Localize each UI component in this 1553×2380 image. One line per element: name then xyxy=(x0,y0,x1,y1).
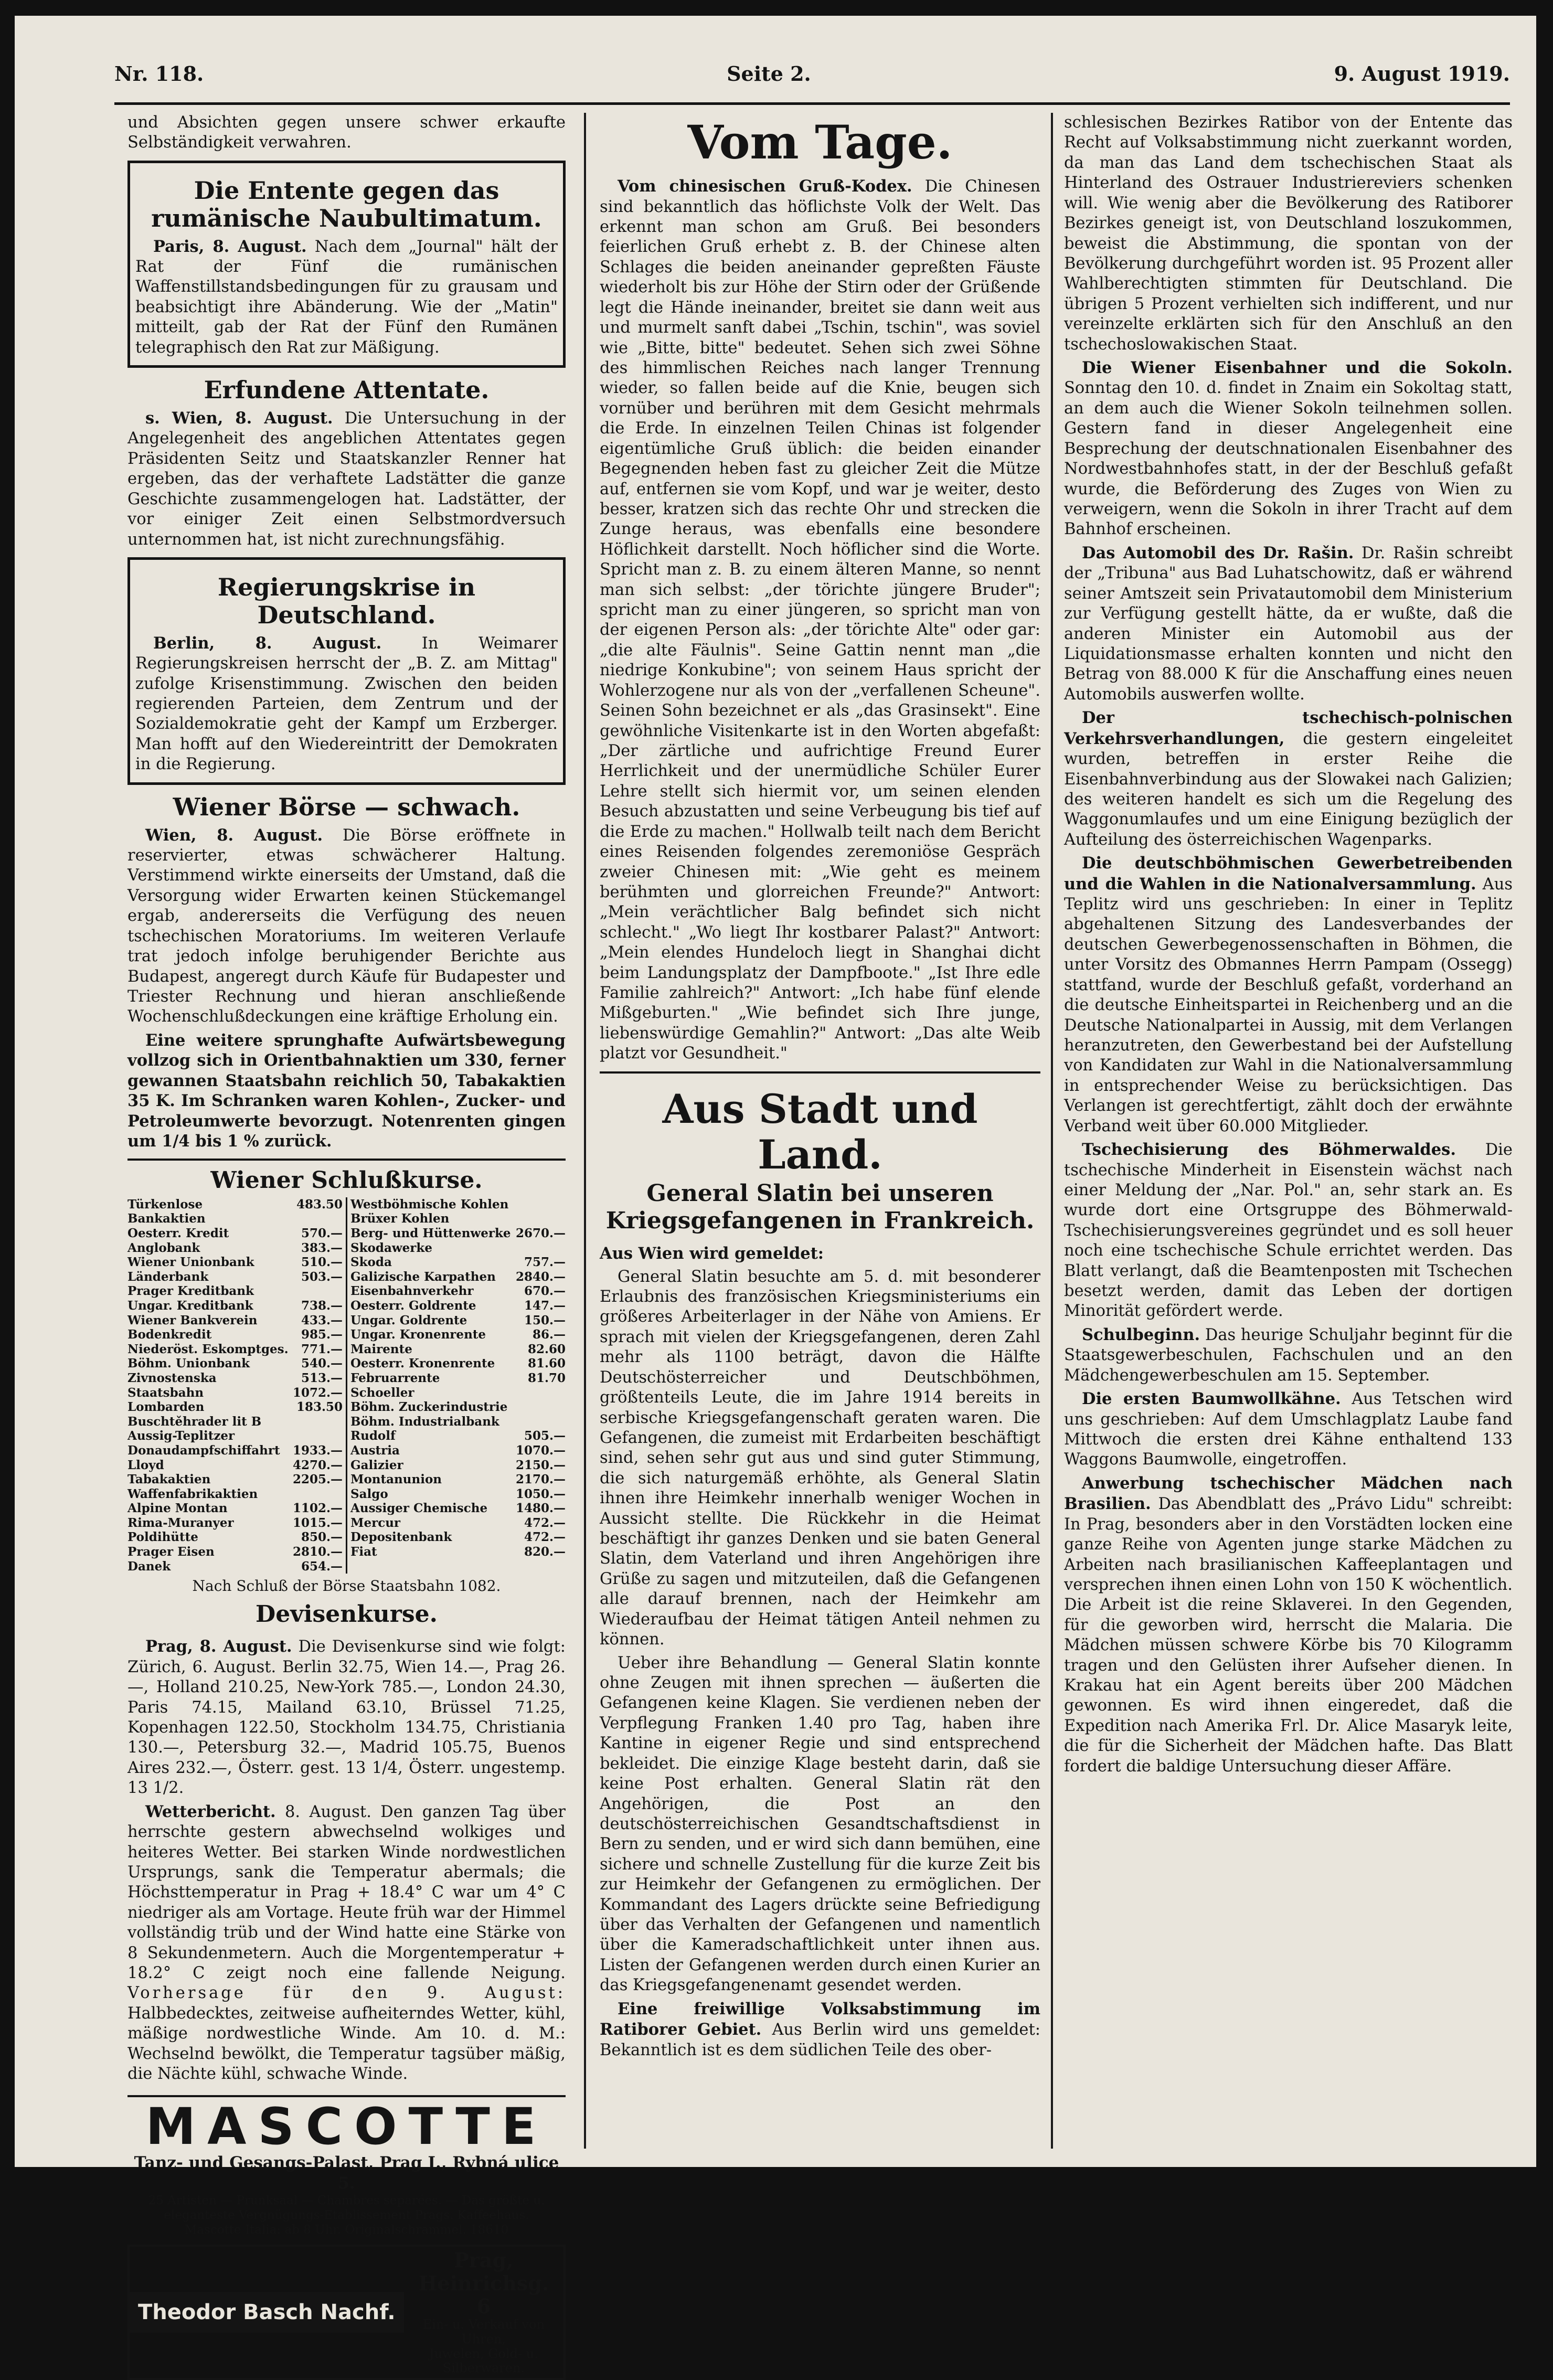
rate-name: Alpine Montan xyxy=(127,1501,228,1516)
rate-row xyxy=(350,1400,566,1415)
rate-value: 1050.— xyxy=(515,1486,566,1501)
ad-subtitle: Tanz- und Gesangs-Palast, Prag I., Rybná ulice 5. xyxy=(134,2153,559,2193)
rate-value: 771.— xyxy=(301,1342,343,1356)
rate-row xyxy=(350,1472,566,1487)
rate-name: Oesterr. Kredit xyxy=(127,1226,229,1240)
article-text: Aus Berlin wird uns gemeldet: Bekanntlich ist es dem südlichen Teile des ober- xyxy=(600,2021,1041,2059)
continued-text: schlesischen Bezirkes Ratibor von der Entente das Recht auf Volksabstimmung nicht zuerkannt worden, da man das Land dem tschechischen Staat als Hinterland des Ostrauer Industriereviers schenken will. Wie wenig aber die Bevölkerung des Ratiborer Bezirkes geneigt ist, von Deutschland loszukommen, beweist die Abstimmung, die spontan von der Bevölkerung durchgeführt worden ist. 95 Prozent aller Wahlberechtigten stimmten für Deutschland. Die übrigen 5 Prozent verhielten sich indifferent, und nur vereinzelte erklärten sich für den Anschluß an den tschechoslowakischen Staat. xyxy=(1064,113,1513,354)
rate-value: 2840.— xyxy=(515,1269,566,1284)
rates-note: Nach Schluß der Börse Staatsbahn 1082. xyxy=(192,1577,501,1595)
forecast-label: Vorhersage für den 9. August: xyxy=(127,1984,566,2003)
rate-name: Aussiger Chemische xyxy=(350,1501,488,1516)
rate-row xyxy=(127,1415,343,1429)
rate-row xyxy=(127,1559,343,1574)
section-title-stadt-land: Aus Stadt und Land. xyxy=(662,1085,978,1178)
rate-name: Lloyd xyxy=(127,1458,164,1472)
rate-name: Danek xyxy=(127,1559,171,1574)
rate-row xyxy=(350,1356,566,1371)
rate-row xyxy=(350,1415,566,1429)
rate-row xyxy=(127,1342,343,1357)
rate-value: 820.— xyxy=(524,1545,566,1559)
rate-name: Ungar. Kronenrente xyxy=(350,1327,486,1342)
article-brasilien xyxy=(1064,1473,1513,1777)
rate-name: Mairente xyxy=(350,1342,412,1356)
rate-value: 1070.— xyxy=(515,1443,566,1458)
rate-name: Poldihütte xyxy=(127,1530,198,1545)
article-schulbeginn xyxy=(1064,1325,1513,1386)
rate-name: Staatsbahn xyxy=(127,1385,204,1400)
rate-name: Westböhmische Kohlen xyxy=(350,1197,509,1212)
ad-detail: Mascotte Italia: ab 8 Uhr. Originalschrammel. 18610 xyxy=(184,2223,509,2237)
article-body-entente xyxy=(135,237,558,358)
rate-name: Aussig-Teplitzer xyxy=(127,1429,235,1443)
rate-name: Oesterr. Kronenrente xyxy=(350,1356,495,1371)
article-lead: Schulbeginn. xyxy=(1082,1325,1200,1344)
rate-name: Montanunion xyxy=(350,1472,442,1487)
article-text: Das Abendblatt des „Právo Lidu" schreibt: In Prag, besonders aber in den Vorstädten locken eine ganze Reihe von Agenten junge starke Mädchen zu Arbeiten nach brasilianischen Kaffeeplantagen und versprechen ihnen einen Lohn von 150 K wöchentlich. Die Arbeit ist die reine Sklaverei. In den Gegenden, für die geworben wird, herrscht die Malaria. Die Mädchen müssen schwere Körbe bis 70 Kilogramm tragen und den Gelüsten ihrer Aufseher dienen. In Krakau hat ein Agent bereits über 200 Mädchen gewonnen. Es wird ihnen eingeredet, daß die Expedition nach Amerika Frl. Dr. Alice Masaryk leite, die für die Sicherheit der Mädchen hafte. Das Blatt fordert die baldige Untersuchung dieser Affäre. xyxy=(1064,1495,1513,1776)
article-text: In Weimarer Regierungskreisen herrscht der „B. Z. am Mittag" zufolge Krisenstimmung. Zwischen den beiden regierenden Parteien, dem Zentrum und der Sozialdemokratie geht der Kampf um Erzberger. Man hofft auf den Wiedereintritt der Demokraten in die Regierung. xyxy=(135,634,558,774)
ad-company-name: Theodor Basch Nachf. xyxy=(130,2292,404,2333)
weather-date: 8. August. xyxy=(285,1802,371,1821)
column-divider-1 xyxy=(584,113,586,2149)
rate-name: Februarrente xyxy=(350,1370,440,1385)
rate-value: 654.— xyxy=(301,1559,343,1574)
dateline: Wien, 8. August. xyxy=(145,825,323,845)
rate-name: Eisenbahnverkehr xyxy=(350,1284,474,1299)
article-lead: Aus Wien wird gemeldet: xyxy=(600,1244,824,1263)
rate-value: 1102.— xyxy=(292,1501,343,1516)
rate-name: Prager Eisen xyxy=(127,1545,215,1559)
article-text: Nach dem „Journal" hält der Rat der Fünf die rumänischen Waffenstillstandsbedingungen für zu grausam und beabsichtigt ihre Abänderung. Wie der „Matin" mitteilt, gab der Rat der Fünf den Rumänen telegraphisch den Rat zur Mäßigung. xyxy=(135,237,558,357)
article-chinese-greeting xyxy=(600,176,1040,1064)
rate-row xyxy=(350,1342,566,1357)
rate-name: Galizische Karpathen xyxy=(350,1269,496,1284)
rate-name: Türkenlose xyxy=(127,1197,203,1212)
weather-label: Wetterbericht. xyxy=(145,1802,276,1821)
rate-name: Skoda xyxy=(350,1255,392,1270)
ad-line: Juwelen, Gold- u. Silberwaren. xyxy=(429,2346,538,2376)
rate-value: 850.— xyxy=(301,1530,343,1545)
article-text: Dr. Rašin schreibt der „Tribuna" aus Bad Luhatschowitz, daß er während seiner Amtszeit sein Privatautomobil dem Ministerium zur Verfügung gestellt hätte, da er wußte, daß die anderen Minister ein Automobil aus der Liquidationsmasse erhalten konnten und nicht den Betrag von 88.000 K für die Anschaffung eines neuen Automobils auswerfen wollte. xyxy=(1064,544,1513,704)
rate-name: Schoeller xyxy=(350,1385,414,1400)
separator xyxy=(600,1071,1040,1074)
rate-row xyxy=(350,1299,566,1313)
column-divider-2 xyxy=(1051,113,1053,2149)
rate-row xyxy=(350,1530,566,1545)
rate-name: Böhm. Zuckerindustrie xyxy=(350,1400,508,1415)
rate-value: 4270.— xyxy=(292,1458,343,1472)
rate-value: 472.— xyxy=(524,1530,566,1545)
rate-row xyxy=(350,1284,566,1299)
article-body-boerse-2: Eine weitere sprunghafte Aufwärtsbewegung vollzog sich in Orientbahnaktien um 330, ferner gewannen Staatsbahn reichlich 50, Tabakaktien 35 K. Im Schranken waren Kohlen-, Zucker- und Petroleumwerte bevorzugt. Notenrenten gingen um 1/4 bis 1 % zurück. xyxy=(127,1030,566,1151)
rate-name: Tabakaktien xyxy=(127,1472,211,1487)
rate-row xyxy=(350,1458,566,1473)
basch-advertisement xyxy=(127,2245,566,2379)
article-automobil xyxy=(1064,543,1513,705)
article-lead: Anwerbung tschechischer Mädchen nach Brasilien. xyxy=(1064,1473,1513,1514)
article-baumwolle xyxy=(1064,1389,1513,1470)
rate-value: 2205.— xyxy=(292,1472,343,1487)
rate-name: Niederöst. Eskomptges. xyxy=(127,1342,289,1356)
rate-row xyxy=(127,1299,343,1313)
continued-text: und Absichten gegen unsere schwer erkaufte Selbständigkeit verwahren. xyxy=(127,113,566,152)
issue-date: 9. August 1919. xyxy=(1334,61,1510,86)
article-text: Sonntag den 10. d. findet in Znaim ein Sokoltag statt, an dem auch die Wiener Sokoln teilnehmen sollen. Gestern fand in dieser Angelegenheit eine Besprechung der deutschnationalen Eisenbahner des Nordwestbahnhofes statt, in der der Beschluß gefaßt wurde, die Beförderung des Zuges von Wien zu verweigern, wenn die Sokoln in ihrer Tracht auf dem Bahnhof erscheinen. xyxy=(1064,379,1513,539)
rate-name: Wiener Unionbank xyxy=(127,1255,254,1270)
rate-value: 82.60 xyxy=(527,1342,566,1356)
article-gewerbe xyxy=(1064,853,1513,1136)
article-text: Aus Tetschen wird uns geschrieben: Auf dem Umschlagplatz Laube fand Mittwoch die ersten drei Kähne enthaltend 133 Waggons Baumwolle, eingetroffen. xyxy=(1064,1390,1513,1469)
rate-name: Lombarden xyxy=(127,1400,205,1415)
article-text: Das heurige Schuljahr beginnt für die Staatsgewerbeschulen, Fachschulen und an den Mädchengewerbeschulen am 15. September. xyxy=(1064,1325,1513,1385)
article-boehmerwald xyxy=(1064,1140,1513,1322)
rate-name: Brüxer Kohlen xyxy=(350,1212,450,1226)
rate-value: 570.— xyxy=(301,1226,343,1240)
rate-row xyxy=(127,1545,343,1559)
rate-row xyxy=(127,1487,343,1502)
rate-name: Ungar. Kreditbank xyxy=(127,1298,253,1313)
article-lead: Tschechisierung des Böhmerwaldes. xyxy=(1082,1140,1456,1160)
rate-row xyxy=(127,1443,343,1458)
rate-name: Böhm. Unionbank xyxy=(127,1356,250,1371)
rate-name: Ungar. Goldrente xyxy=(350,1313,467,1327)
rate-row xyxy=(350,1327,566,1342)
rate-value: 510.— xyxy=(301,1255,343,1270)
rate-row xyxy=(127,1255,343,1270)
rate-value: 757.— xyxy=(524,1255,566,1270)
rate-name: Donaudampfschiffahrt xyxy=(127,1443,280,1458)
rate-name: Berg- und Hüttenwerke xyxy=(350,1226,511,1240)
rate-value: 738.— xyxy=(301,1298,343,1313)
rate-row xyxy=(127,1429,343,1443)
rate-row xyxy=(127,1241,343,1256)
rate-value: 1015.— xyxy=(292,1515,343,1530)
article-body-attentate xyxy=(127,408,566,550)
rate-name: Anglobank xyxy=(127,1240,200,1255)
rate-row xyxy=(350,1443,566,1458)
article-lead: Eine freiwillige Volksabstimmung im Ratiborer Gebiet. xyxy=(600,1999,1040,2039)
article-text: Die Börse eröffnete in reservierter, etwas schwächerer Haltung. Verstimmend wirkte einerseits der Umstand, daß die Versorgung wider Erwarten keinen Stückemangel ergab, andererseits die Verfügung des neuen tschechischen Moratoriums. Im weiteren Verlaufe trat jedoch infolge beruhigender Berichte aus Budapest, angeregt durch Käufe für Budapester und Triester Rechnung und hieran anschließende Wochenschlußdeckungen eine kräftige Erholung ein. xyxy=(127,826,566,1026)
rate-value: 2170.— xyxy=(515,1472,566,1487)
dateline: Berlin, 8. August. xyxy=(153,633,382,653)
rate-row xyxy=(350,1545,566,1559)
rate-row xyxy=(350,1371,566,1386)
rate-value: 147.— xyxy=(524,1298,566,1313)
rate-value: 2150.— xyxy=(515,1458,566,1472)
article-body-slatin-2: Ueber ihre Behandlung — General Slatin konnte ohne Zeugen mit ihnen sprechen — äußerten die Gefangenen keine Klagen. Sie verdienen neben der Verpflegung Franken 1.40 pro Tag, haben ihre Kantine in eigener Regie und sind entsprechend bekleidet. Die einzige Klage besteht darin, daß sie keine Post erhalten. General Slatin rät den Angehörigen, die Post an den deutschösterreichischen Gesandtschaftsdienst in Bern zu senden, und er wird sich dann bemühen, eine sichere und schnelle Zustellung für die kurze Zeit bis zur Heimkehr der Gefangenen zu ermöglichen. Der Kommandant des Lagers drückte seine Befriedigung über das Verhalten der Gefangenen und namentlich über die Kameradschaftlichkeit unter ihnen aus. Listen der Gefangenen werden durch einen Kurier an das Kriegsgefangenenamt gesendet werden. xyxy=(600,1653,1040,1995)
rate-row xyxy=(127,1226,343,1241)
article-text: Die tschechische Minderheit in Eisenstein wächst nach einer Meldung der „Nar. Pol." an, sehr stark an. Es wurde dort eine Ortsgruppe des Böhmerwald-Tschechisierungsvereines gegründet und es soll heuer noch eine tschechische Schule errichtet werden. Das Blatt verlangt, daß die Beamtenposten mit Tschechen besetzt werden, damit das Leben der dortigen Minorität gefördert werde. xyxy=(1064,1141,1513,1321)
article-text: Die Chinesen sind bekanntlich das höflichste Volk der Welt. Das erkennt man schon am Gruß. Bei besonders feierlichen Gruß erhebt z. B. der Chinese alten Schlages die beiden aneinander gepreßten Fäuste wiederholt bis zur Höhe der Stirn oder der Grüßende legt die Hände ineinander, breitet sie dann weit aus und murmelt sanft dabei „Tschin, tschin", was soviel wie „Bitte, bitte" bedeutet. Sehen sich zwei Söhne des himmlischen Reiches nach langer Trennung wieder, so fallen beide auf die Knie, beugen sich vornüber und berühren mit dem Gesicht mehrmals die Erde. In einzelnen Teilen Chinas ist folgender eigentümliche Gruß üblich: die beiden einander Begegnenden heben fast zu gleicher Zeit die Mütze auf, entfernen sie vom Kopf, und war je weiter, desto besser, kratzen sich das rechte Ohr und strecken die Zunge heraus, was ebenfalls eine besondere Höflichkeit darstellt. Noch höflicher sind die Worte. Spricht man z. B. zu einem älteren Manne, so nennt man sich selbst: „der törichte jüngere Bruder"; spricht man zu einer jüngeren, so spricht man von der eigenen Person als: „der törichte Alte" oder gar: „die alte Fäulnis". Seine Gattin nennt man „die niedrige Konkubine"; von seinem Haus spricht der Wohlerzogene nur als von der „verfallenen Scheune". Seinen Sohn bezeichnet er als „das Grasinsekt". Eine gewöhnliche Visitenkarte ist in den Worten abgefaßt: „Der zärtliche und aufrichtige Freund Eurer Herrlichkeit und der unermüdliche Schüler Eurer Lehre stellt sich hiermit vor, um seinen elenden Besuch abzustatten und seine Verbeugung bis tief auf die Erde zu machen." Hollwalb teilt nach dem Bericht eines Reisenden folgendes zeremoniöse Gespräch zweier Chinesen mit: „Wie geht es meinem berühmten und glorreichen Freunde?" Antwort: „Mein verächtlicher Balg befindet sich nicht schlecht." „Wo liegt Ihr kostbarer Palast?" Antwort: „Mein elendes Hundeloch liegt in Shanghai dicht beim Landungsplatz der Dampfboote." „Ist Ihre edle Familie zahlreich?" Antwort: „Ich habe fünf elende Mißgeburten." „Wie befindet sich Ihre junge, liebenswürdige Gemahlin?" Antwort: „Das alte Weib platzt vor Gesundheit." xyxy=(600,177,1040,1063)
issue-number: Nr. 118. xyxy=(114,61,204,86)
article-body-devisen xyxy=(127,1637,566,1798)
article-lead: Das Automobil des Dr. Rašin. xyxy=(1082,543,1354,562)
article-title-regierungskrise: Regierungskrise in Deutschland. xyxy=(217,573,476,629)
rate-name: Oesterr. Goldrente xyxy=(350,1298,476,1313)
rate-name: Salgo xyxy=(350,1486,388,1501)
rate-row xyxy=(127,1386,343,1400)
rate-value: 150.— xyxy=(524,1313,566,1327)
rate-row xyxy=(350,1313,566,1328)
rate-row xyxy=(127,1472,343,1487)
ad-title: MASCOTTE xyxy=(145,2097,548,2156)
rate-value: 1072.— xyxy=(292,1385,343,1400)
article-entente-box xyxy=(127,161,566,368)
rate-row xyxy=(127,1371,343,1386)
rate-value: 81.60 xyxy=(527,1356,566,1371)
ad-line: Ein- u. Verkauf von Uhren, xyxy=(422,2317,545,2346)
rate-name: Waffenfabrikaktien xyxy=(127,1486,258,1501)
rate-row xyxy=(350,1386,566,1400)
rate-row xyxy=(350,1255,566,1270)
rate-row xyxy=(350,1241,566,1256)
article-regierungskrise-box xyxy=(127,557,566,785)
rate-name: Mercur xyxy=(350,1515,401,1530)
dateline: s. Wien, 8. August. xyxy=(145,409,333,428)
rate-name: Rudolf xyxy=(350,1429,396,1443)
middle-column xyxy=(600,113,1040,2149)
rate-value: 483.50 xyxy=(296,1197,343,1212)
rate-value: 86.— xyxy=(532,1327,566,1342)
rate-name: Länderbank xyxy=(127,1269,209,1284)
rate-row xyxy=(127,1284,343,1299)
article-lead: Die Wiener Eisenbahner und die Sokoln. xyxy=(1082,358,1513,378)
section-title-vom-tage: Vom Tage. xyxy=(687,115,953,169)
rate-name: Böhm. Industrialbank xyxy=(350,1414,499,1429)
rate-row xyxy=(127,1458,343,1473)
left-column xyxy=(127,113,566,2376)
rates-title: Wiener Schlußkurse. xyxy=(210,1167,483,1194)
rate-row xyxy=(127,1212,343,1226)
rate-value: 383.— xyxy=(301,1240,343,1255)
page-header xyxy=(114,52,1510,94)
rate-row xyxy=(127,1400,343,1415)
rate-value: 1933.— xyxy=(292,1443,343,1458)
rate-row xyxy=(350,1516,566,1531)
rate-value: 2670.— xyxy=(515,1226,566,1240)
newspaper-page xyxy=(15,16,1536,2376)
article-lead: Die deutschböhmischen Gewerbetreibenden und die Wahlen in die Nationalversammlung. xyxy=(1064,854,1513,894)
rates-column-2 xyxy=(346,1197,566,1574)
closing-rates-table xyxy=(127,1197,566,1574)
rate-name: Austria xyxy=(350,1443,400,1458)
rate-row xyxy=(350,1429,566,1443)
rate-row xyxy=(350,1487,566,1502)
rate-row xyxy=(127,1313,343,1328)
article-body-boerse xyxy=(127,825,566,1027)
rate-row xyxy=(127,1530,343,1545)
rate-name: Galizier xyxy=(350,1458,403,1472)
rate-name: Buschtěhrader lit B xyxy=(127,1414,262,1429)
rate-value: 540.— xyxy=(301,1356,343,1371)
article-verkehr xyxy=(1064,708,1513,850)
rate-value: 81.70 xyxy=(527,1370,566,1385)
rates-column-1 xyxy=(127,1197,343,1574)
article-title-attentate: Erfundene Attentate. xyxy=(204,376,490,405)
separator xyxy=(127,1159,566,1161)
rate-value: 433.— xyxy=(301,1313,343,1327)
rate-row xyxy=(350,1270,566,1284)
rate-row xyxy=(350,1197,566,1212)
rate-name: Wiener Bankverein xyxy=(127,1313,258,1327)
dateline: Prag, 8. August. xyxy=(145,1637,292,1656)
article-eisenbahner xyxy=(1064,358,1513,540)
page-number: Seite 2. xyxy=(727,61,811,86)
article-title-boerse: Wiener Börse — schwach. xyxy=(173,792,520,821)
rate-row xyxy=(127,1197,343,1212)
article-title-devisen: Devisenkurse. xyxy=(256,1600,438,1628)
rate-value: 505.— xyxy=(524,1429,566,1443)
ad-detail: 25 Artisten — Prunksaal — Chambres separées. — Das größte u. eleganteste Vergnügungs-Etablissement Prags. Kaffeehaus. xyxy=(148,2194,545,2223)
rate-name: Bodenkredit xyxy=(127,1327,212,1342)
mascotte-advertisement xyxy=(127,2095,566,2238)
article-title-slatin: General Slatin bei unseren Kriegsgefangenen in Frankreich. xyxy=(605,1180,1035,1235)
header-rule xyxy=(114,102,1510,105)
rate-value: 1480.— xyxy=(515,1501,566,1516)
rate-name: Fiat xyxy=(350,1545,377,1559)
rate-value: 985.— xyxy=(301,1327,343,1342)
rate-row xyxy=(350,1501,566,1516)
rate-row xyxy=(127,1516,343,1531)
article-lead: Der tschechisch-polnischen Verkehrsverhandlungen, xyxy=(1064,708,1513,748)
rate-row xyxy=(350,1212,566,1226)
article-lead: Die ersten Baumwollkähne. xyxy=(1082,1389,1341,1409)
article-text: Die Devisenkurse sind wie folgt: Zürich, 6. August. Berlin 32.75, Wien 14.—, Prag 26.—, Holland 210.25, New-York 785.—, London 24.30, Paris 74.15, Mailand 63.10, Brüssel 71.25, Kopenhagen 122.50, Stockholm 134.75, Christiania 130.—, Petersburg 32.—, Madrid 105.75, Buenos Aires 232.—, Österr. gest. 13 1/4, Österr. ungestemp. 13 1/2. xyxy=(127,1638,566,1798)
article-text: Die Untersuchung in der Angelegenheit des angeblichen Attentates gegen Präsidenten Seitz und Staatskanzler Renner hat ergeben, das der verhaftete Ladstätter die ganze Geschichte zusammengelogen hat. Ladstätter, der vor einiger Zeit einen Selbstmordversuch unternommen hat, ist nicht zurechnungsfähig. xyxy=(127,409,566,549)
article-volksabstimmung xyxy=(600,1999,1040,2060)
article-text: Den ganzen Tag über herrschte gestern abwechselnd wolkiges und heiteres Wetter. Bei starken Winde nordwestlichen Ursprungs, sank die Temperatur abermals; die Höchsttemperatur in Prag + 18.4° C war um 4° C niedriger als am Vortage. Heute früh war der Himmel vollständig trüb und der Wind hatte eine Stärke von 8 Sekundenmetern. Auch die Morgentemperatur + 18.2° C zeigt noch eine fallende Neigung. xyxy=(127,1802,566,1983)
rate-name: Rima-Muranyer xyxy=(127,1515,234,1530)
rate-value: 2810.— xyxy=(292,1545,343,1559)
rate-row xyxy=(350,1226,566,1241)
rate-value: 503.— xyxy=(301,1269,343,1284)
rate-name: Depositenbank xyxy=(350,1530,452,1545)
rate-value: 513.— xyxy=(301,1370,343,1385)
article-title-entente: Die Entente gegen das rumänische Naubultimatum. xyxy=(151,176,542,232)
rate-name: Prager Kreditbank xyxy=(127,1284,254,1299)
forecast-text: Halbbedecktes, zeitweise aufheiterndes Wetter, kühl, mäßige nordwestliche Winde. Am 10. d. M.: Wechselnd bewölkt, die Temperatur tagsüber mäßig, die Nächte kühl, schwache Winde. xyxy=(127,2004,566,2084)
rate-row xyxy=(127,1501,343,1516)
rate-row xyxy=(127,1356,343,1371)
dateline: Paris, 8. August. xyxy=(153,237,307,256)
rate-value: 670.— xyxy=(524,1284,566,1299)
rate-name: Skodawerke xyxy=(350,1240,432,1255)
rate-name: Zivnostenska xyxy=(127,1370,217,1385)
article-text: Aus Teplitz wird uns geschrieben: In einer in Teplitz abgehaltenen Sitzung des Landesverbandes der deutschen Gewerbegenossenschaften in Böhmen, die unter Vorsitz des Obmannes Herrn Pampam (Ossegg) stattfand, wurde der Beschluß gefaßt, vorderhand an die deutsche Einheitspartei in Reichenberg und an die Deutsche Nationalpartei in Aussig, mit dem Verlangen heranzutreten, den Gewerbestand bei der Aufstellung von Kandidaten zur Wahl in die Nationalversammlung in entsprechender Weise zu berücksichtigen. Das Verlangen ist gerechtfertigt, zählt doch der erwähnte Verband weit über 60.000 Mitglieder. xyxy=(1064,875,1513,1135)
rate-row xyxy=(127,1327,343,1342)
article-text: die gestern eingeleitet wurden, betreffen in erster Reihe die Eisenbahnverbindung aus der Slowakei nach Galizien; des weiteren handelt es sich um die Regelung des Waggonumlaufes und um eine Einigung bezüglich der Aufteilung des österreichischen Wagenparks. xyxy=(1064,729,1513,849)
rate-name: Bankaktien xyxy=(127,1212,206,1226)
article-body-weather xyxy=(127,1802,566,2085)
rate-row xyxy=(127,1270,343,1284)
right-column xyxy=(1064,113,1513,2149)
rate-value: 472.— xyxy=(524,1515,566,1530)
rate-value: 183.50 xyxy=(296,1400,343,1415)
ad-address: Prag, Heinrichsg. 6 xyxy=(418,2248,549,2318)
article-body-slatin: General Slatin besuchte am 5. d. mit besonderer Erlaubnis des französischen Kriegsministeriums ein größeres Arbeiterlager in der Nähe von Amiens. Er sprach mit vielen der Kriegsgefangenen, deren Zahl mehr als 1100 beträgt, davon die Hälfte Deutschösterreicher und Deutschböhmen, größtenteils Leute, die im Jahre 1914 bereits in serbische Kriegsgefangenschaft geraten waren. Die Gefangenen, die zumeist mit Erdarbeiten beschäftigt sind, sehen sehr gut aus und sind guter Stimmung, die sich naturgemäß erhöhte, als General Slatin ihnen ihre Heimkehr innerhalb weniger Wochen in Aussicht stellte. Die Rückkehr in die Heimat beschäftigt ihr ganzes Denken und sie baten General Slatin, dem Vaterland und ihren Angehörigen ihre Grüße zu sagen und mitzuteilen, daß die Gefangenen alle darauf brennen, nach der Heimkehr am Wiederaufbau der Heimat tätigen Anteil nehmen zu können. xyxy=(600,1267,1040,1649)
ad-details xyxy=(404,2247,563,2377)
article-lead: Vom chinesischen Gruß-Kodex. xyxy=(618,177,912,196)
article-body-regierungskrise xyxy=(135,633,558,775)
